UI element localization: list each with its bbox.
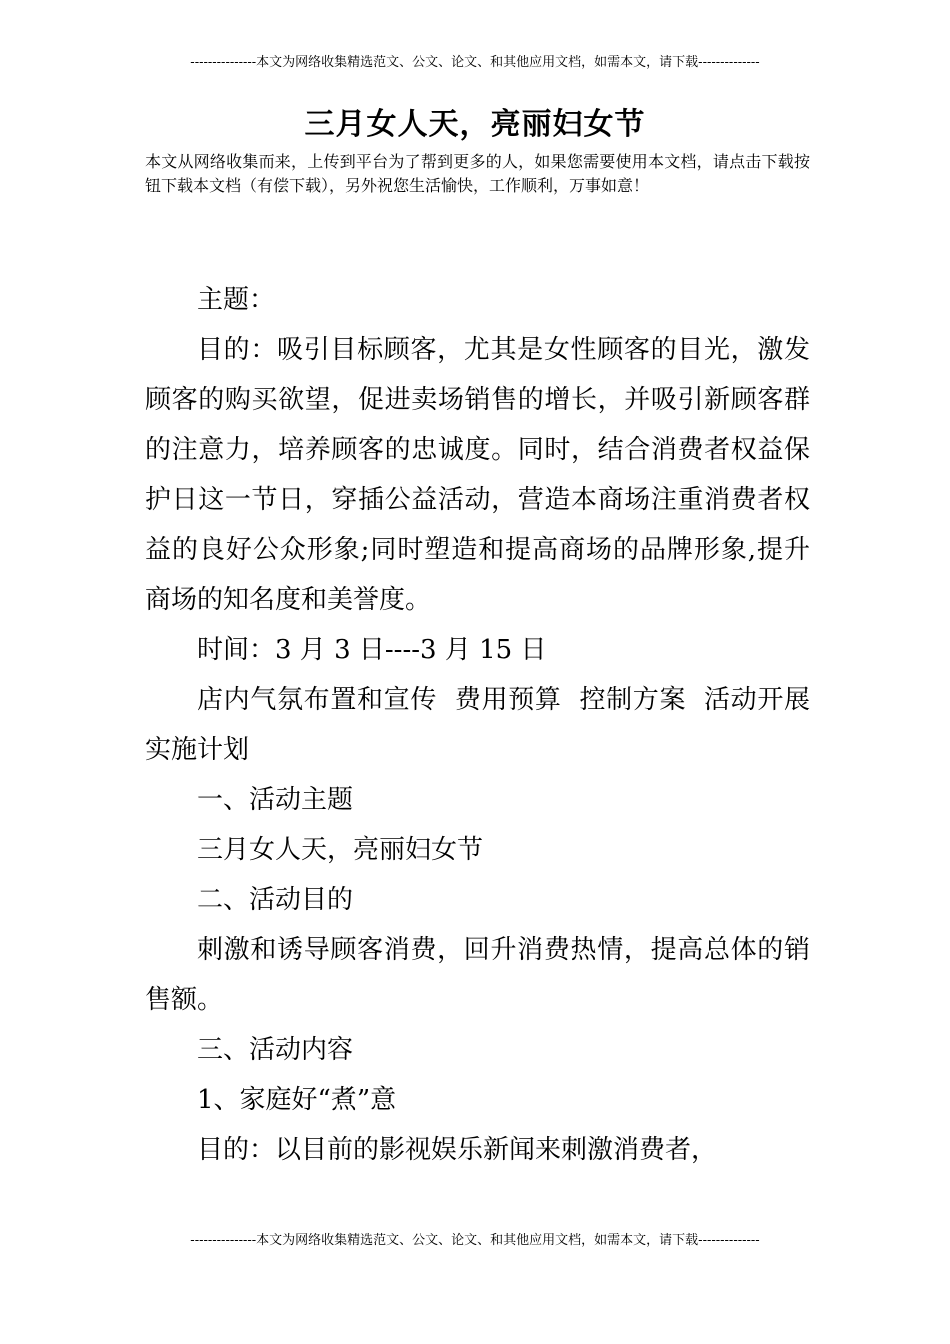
page-header-notice: ---------------本文为网络收集精选范文、公文、论文、和其他应用文档，如需本文，请下载-------------- bbox=[190, 55, 760, 70]
paragraph-time: 时间：3 月 3 日----3 月 15 日 bbox=[197, 635, 547, 665]
heading-activity-theme: 一、活动主题 bbox=[197, 785, 354, 815]
paragraph-outline: 店内气氛布置和宣传 费用预算 控制方案 活动开展实施计划 bbox=[145, 685, 810, 765]
heading-item-1: 1、家庭好“煮”意 bbox=[197, 1085, 397, 1115]
paragraph-activity-theme: 三月女人天，亮丽妇女节 bbox=[197, 835, 484, 865]
paragraph-theme: 主题： bbox=[197, 285, 276, 315]
document-body bbox=[145, 275, 810, 1175]
intro-paragraph: 本文从网络收集而来，上传到平台为了帮到更多的人，如果您需要使用本文档，请点击下载按钮下载本文档（有偿下载），另外祝您生活愉快，工作顺利，万事如意！ bbox=[145, 152, 810, 195]
paragraph-purpose: 目的：吸引目标顾客，尤其是女性顾客的目光，激发顾客的购买欲望，促进卖场销售的增长，并吸引新顾客群的注意力，培养顾客的忠诚度。同时，结合消费者权益保护日这一节日，穿插公益活动，营造本商场注重消费者权益的良好公众形象;同时塑造和提高商场的品牌形象,提升商场的知名度和美誉度。 bbox=[145, 335, 810, 615]
page-footer-notice: ---------------本文为网络收集精选范文、公文、论文、和其他应用文档，如需本文，请下载-------------- bbox=[190, 1233, 760, 1248]
paragraph-activity-purpose: 刺激和诱导顾客消费，回升消费热情，提高总体的销售额。 bbox=[145, 935, 810, 1015]
paragraph-item-1-purpose: 目的：以目前的影视娱乐新闻来刺激消费者， bbox=[197, 1135, 718, 1165]
heading-activity-content: 三、活动内容 bbox=[197, 1035, 354, 1065]
heading-activity-purpose: 二、活动目的 bbox=[197, 885, 354, 915]
document-title: 三月女人天，亮丽妇女节 bbox=[304, 107, 646, 142]
